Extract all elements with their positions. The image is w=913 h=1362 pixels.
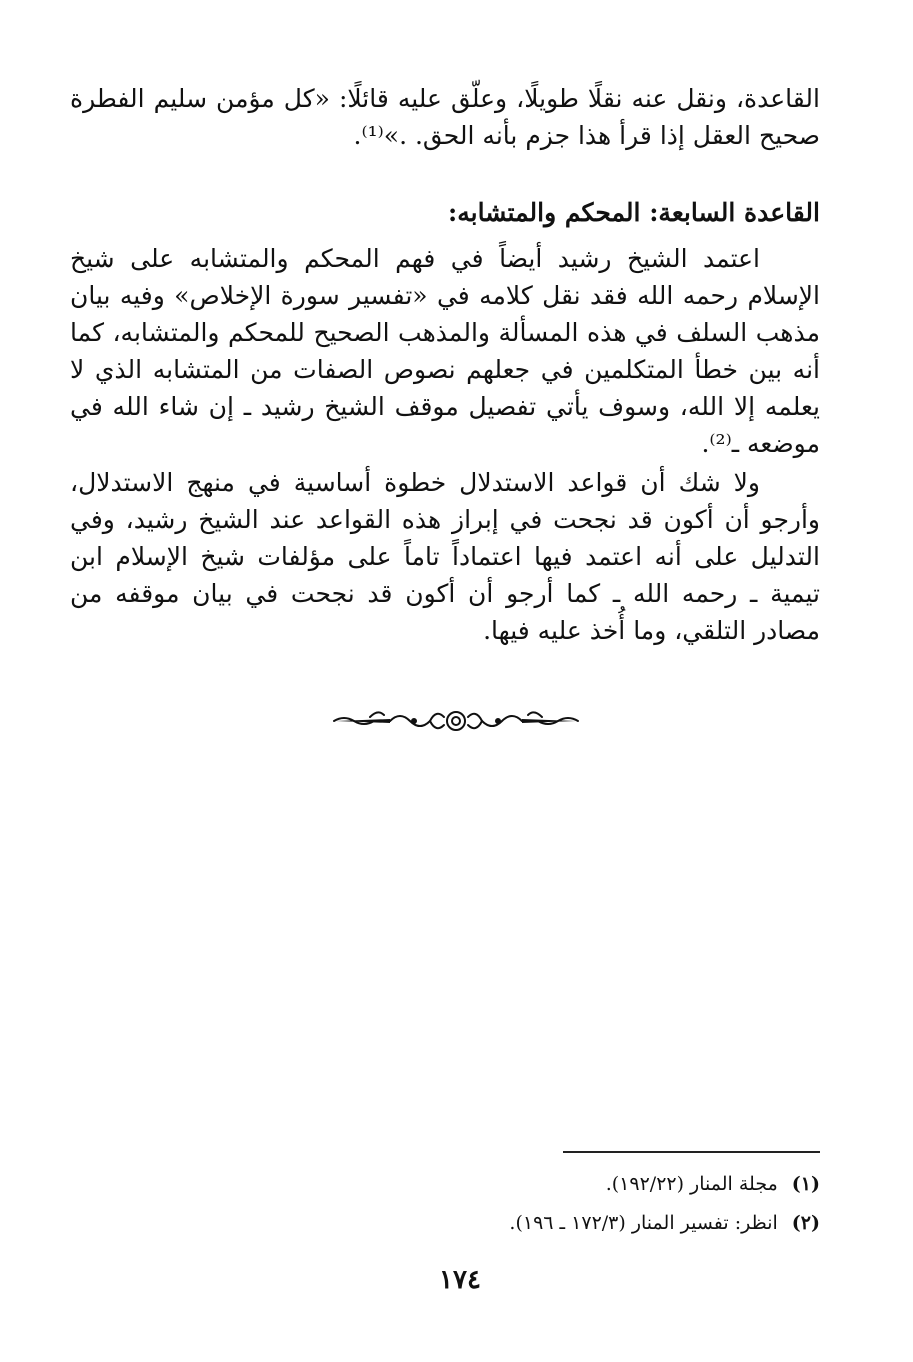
footnote-separator (563, 1151, 820, 1153)
footnote-1 (200, 1170, 820, 1198)
paragraph-continuation: القاعدة، ونقل عنه نقلًا طويلًا، وعلّق عليه قائلًا: «كل مؤمن سليم الفطرة صحيح العقل إذا قرأ هذا جزم بأنه الحق. .»⁽¹⁾. (70, 84, 820, 150)
footnote-number: (٢) (791, 1212, 820, 1234)
paragraph-muhkam: اعتمد الشيخ رشيد أيضاً في فهم المحكم والمتشابه على شيخ الإسلام رحمه الله فقد نقل كلامه في «تفسير سورة الإخلاص» وفيه بيان مذهب السلف في هذه المسألة والمذهب الصحيح للمحكم والمتشابه، كما أنه بين خطأ المتكلمين في جعلهم نصوص الصفات من المتشابه الذي لا يعلمه إلا الله، وسوف يأتي تفصيل موقف الشيخ رشيد ـ إن شاء الله في موضعه ـ⁽²⁾. (70, 244, 820, 458)
section-heading: القاعدة السابعة: المحكم والمتشابه: (448, 198, 820, 227)
paragraph-conclusion: ولا شك أن قواعد الاستدلال خطوة أساسية في منهج الاستدلال، وأرجو أن أكون قد نجحت في إبراز هذه القواعد عند الشيخ رشيد، وفي التدليل على أنه اعتمد فيها اعتماداً تاماً على مؤلفات شيخ الإسلام ابن تيمية ـ رحمه الله ـ كما أرجو أن أكون قد نجحت في بيان موقفه من مصادر التلقي، وما أُخذ عليه فيها. (70, 468, 820, 645)
footnote-2 (200, 1209, 820, 1237)
footnote-text: مجلة المنار (١٩٢/٢٢). (605, 1173, 778, 1195)
footnote-text: انظر: تفسير المنار (١٧٢/٣ ـ ١٩٦). (509, 1212, 778, 1234)
decorative-divider-icon (330, 705, 582, 737)
footnote-number: (١) (791, 1173, 820, 1195)
page-number: ١٧٤ (439, 1265, 481, 1295)
